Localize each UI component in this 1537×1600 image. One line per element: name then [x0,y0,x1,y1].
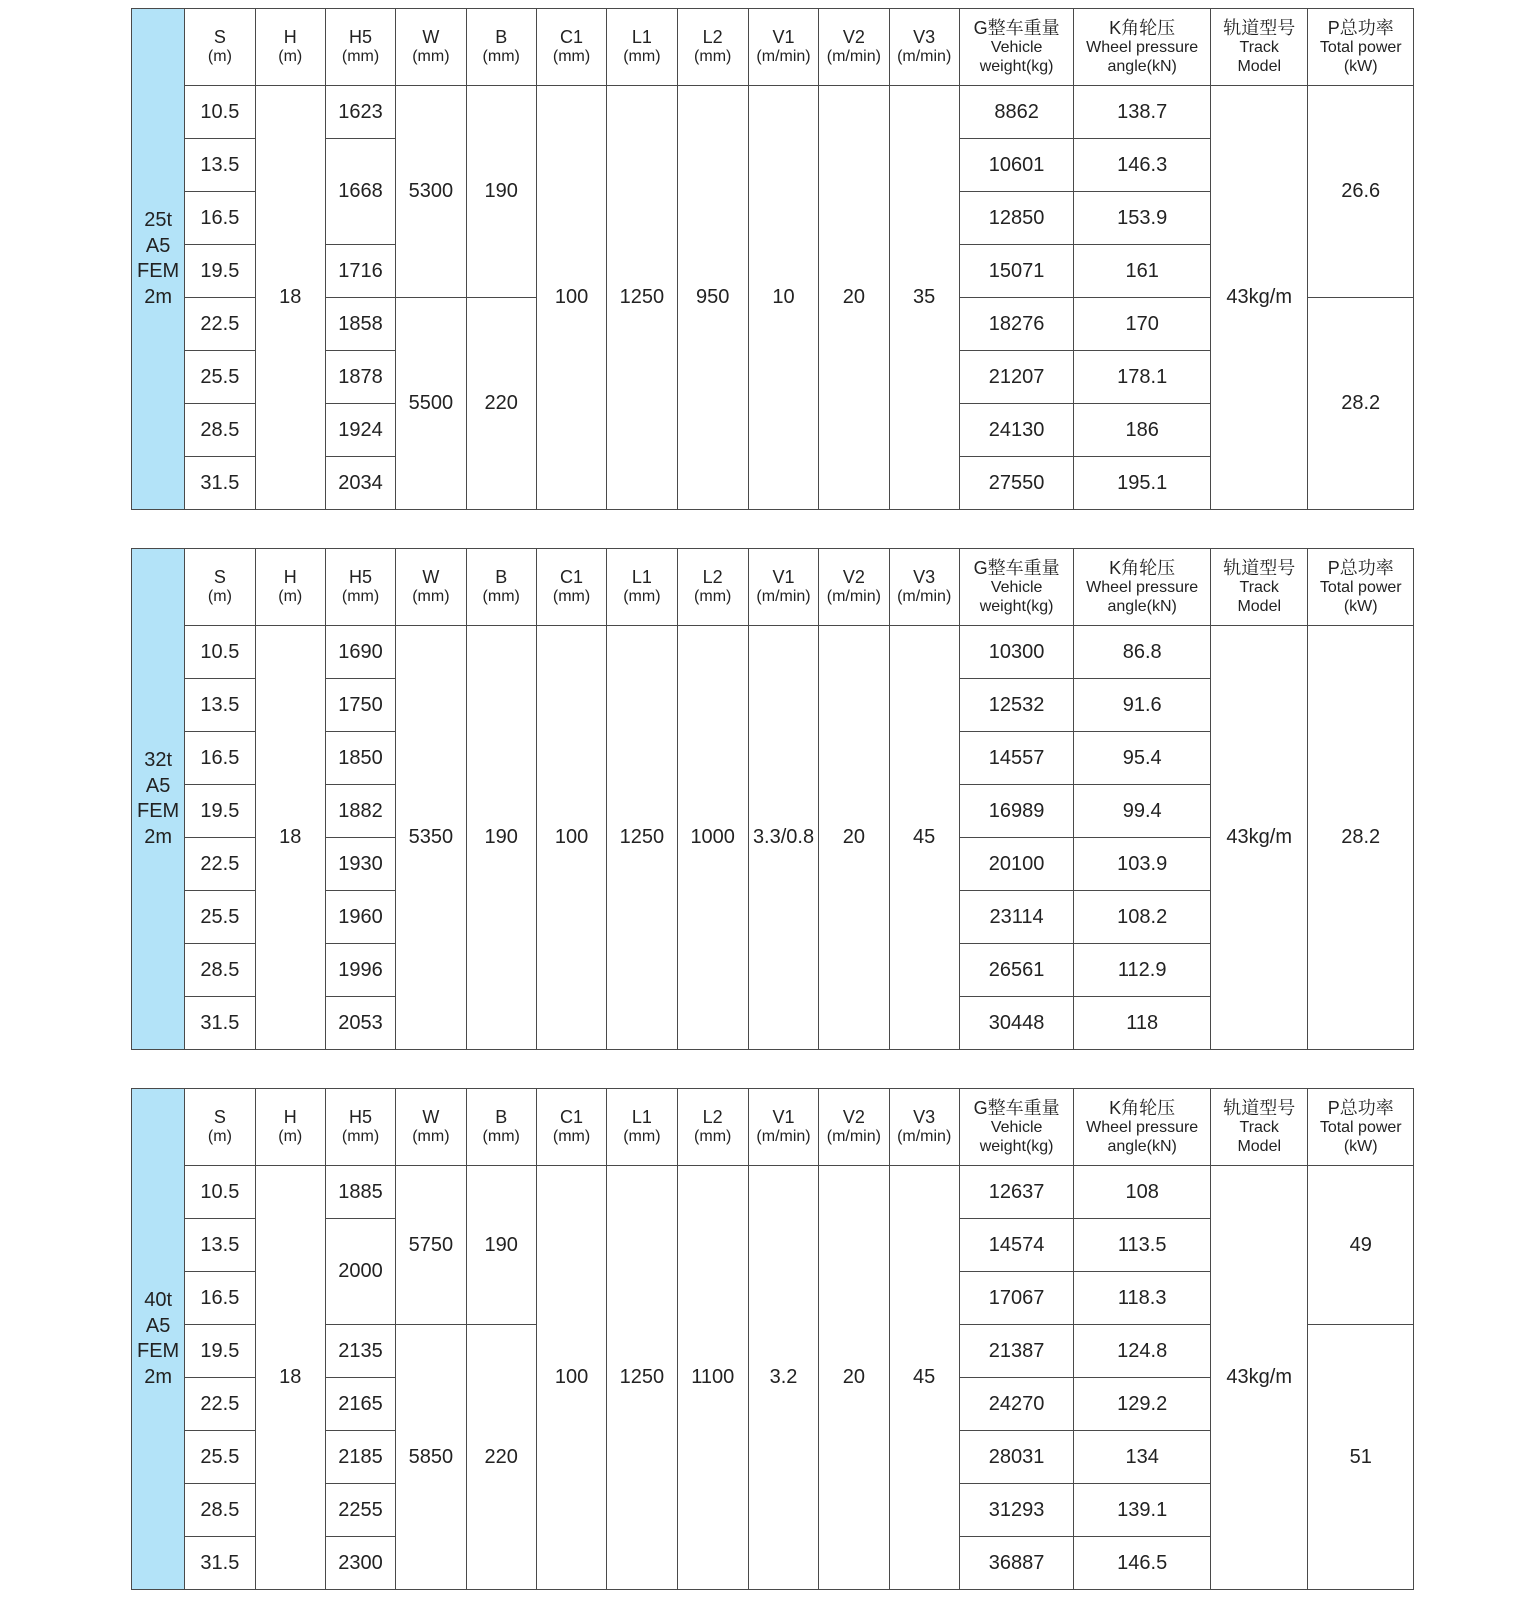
b-cell: 190 [466,86,536,298]
header-power: P总功率 Total power (kW) [1308,1089,1414,1166]
span-cell: 25.5 [185,891,255,944]
header-l2: L2 (mm) [677,1089,748,1166]
header-b: B (mm) [466,549,536,626]
height-cell: 18 [255,1166,325,1590]
table-row [132,86,1414,139]
width-cell: 5750 [396,1166,466,1325]
b-cell: 220 [466,298,536,510]
pressure-cell: 103.9 [1074,838,1211,891]
pressure-cell: 139.1 [1074,1484,1211,1537]
weight-cell: 21387 [959,1325,1074,1378]
span-cell: 28.5 [185,1484,255,1537]
pressure-cell: 129.2 [1074,1378,1211,1431]
header-pressure: K角轮压 Wheel pressure angle(kN) [1074,1089,1211,1166]
h5-cell: 1716 [325,245,395,298]
header-pressure: K角轮压 Wheel pressure angle(kN) [1074,9,1211,86]
power-cell: 49 [1308,1166,1414,1325]
weight-cell: 18276 [959,298,1074,351]
span-cell: 28.5 [185,404,255,457]
header-c1: C1 (mm) [536,1089,606,1166]
span-cell: 10.5 [185,626,255,679]
weight-cell: 27550 [959,457,1074,510]
h5-cell: 2165 [325,1378,395,1431]
span-cell: 19.5 [185,785,255,838]
header-c1: C1 (mm) [536,549,606,626]
header-span: S (m) [185,9,255,86]
pressure-cell: 195.1 [1074,457,1211,510]
header-track: 轨道型号 Track Model [1211,9,1308,86]
width-cell: 5350 [396,626,466,1050]
spec-table-32t [131,548,1414,1050]
track-cell: 43kg/m [1211,86,1308,510]
header-span: S (m) [185,1089,255,1166]
model-label: 32t A5 FEM 2m [132,549,185,1050]
header-h5: H5 (mm) [325,9,395,86]
pressure-cell: 113.5 [1074,1219,1211,1272]
weight-cell: 10601 [959,139,1074,192]
model-label: 40t A5 FEM 2m [132,1089,185,1590]
span-cell: 10.5 [185,86,255,139]
header-h5: H5 (mm) [325,1089,395,1166]
pressure-cell: 95.4 [1074,732,1211,785]
pressure-cell: 108 [1074,1166,1211,1219]
h5-cell: 1668 [325,139,395,245]
weight-cell: 30448 [959,997,1074,1050]
header-weight: G整车重量 Vehicle weight(kg) [959,9,1074,86]
h5-cell: 1996 [325,944,395,997]
weight-cell: 23114 [959,891,1074,944]
l2-cell: 950 [677,86,748,510]
pressure-cell: 118 [1074,997,1211,1050]
weight-cell: 12637 [959,1166,1074,1219]
v2-cell: 20 [819,86,889,510]
v2-cell: 20 [819,626,889,1050]
pressure-cell: 170 [1074,298,1211,351]
span-cell: 28.5 [185,944,255,997]
h5-cell: 1960 [325,891,395,944]
span-cell: 22.5 [185,298,255,351]
power-cell: 26.6 [1308,86,1414,298]
c1-cell: 100 [536,1166,606,1590]
weight-cell: 20100 [959,838,1074,891]
h5-cell: 1750 [325,679,395,732]
header-l1: L1 (mm) [607,549,677,626]
pressure-cell: 124.8 [1074,1325,1211,1378]
header-row [132,1089,1414,1166]
h5-cell: 1882 [325,785,395,838]
weight-cell: 24270 [959,1378,1074,1431]
header-power: P总功率 Total power (kW) [1308,549,1414,626]
spec-table-40t [131,1088,1414,1590]
span-cell: 31.5 [185,1537,255,1590]
pressure-cell: 86.8 [1074,626,1211,679]
header-w: W (mm) [396,549,466,626]
span-cell: 31.5 [185,997,255,1050]
header-v2: V2 (m/min) [819,549,889,626]
spec-table-25t [131,8,1414,510]
header-l2: L2 (mm) [677,549,748,626]
weight-cell: 15071 [959,245,1074,298]
v1-cell: 3.2 [748,1166,818,1590]
h5-cell: 1930 [325,838,395,891]
header-height: H (m) [255,9,325,86]
weight-cell: 10300 [959,626,1074,679]
h5-cell: 1623 [325,86,395,139]
v1-cell: 3.3/0.8 [748,626,818,1050]
model-label: 25t A5 FEM 2m [132,9,185,510]
pressure-cell: 108.2 [1074,891,1211,944]
b-cell: 190 [466,626,536,1050]
pressure-cell: 112.9 [1074,944,1211,997]
header-l1: L1 (mm) [607,1089,677,1166]
weight-cell: 14557 [959,732,1074,785]
h5-cell: 2000 [325,1219,395,1325]
v3-cell: 35 [889,86,959,510]
pressure-cell: 91.6 [1074,679,1211,732]
h5-cell: 1850 [325,732,395,785]
power-cell: 28.2 [1308,298,1414,510]
pressure-cell: 134 [1074,1431,1211,1484]
h5-cell: 2300 [325,1537,395,1590]
h5-cell: 1924 [325,404,395,457]
l1-cell: 1250 [607,626,677,1050]
v1-cell: 10 [748,86,818,510]
header-row [132,549,1414,626]
h5-cell: 2135 [325,1325,395,1378]
b-cell: 190 [466,1166,536,1325]
h5-cell: 1690 [325,626,395,679]
pressure-cell: 99.4 [1074,785,1211,838]
pressure-cell: 118.3 [1074,1272,1211,1325]
pressure-cell: 161 [1074,245,1211,298]
header-row [132,9,1414,86]
table-row [132,1166,1414,1219]
weight-cell: 28031 [959,1431,1074,1484]
span-cell: 25.5 [185,1431,255,1484]
weight-cell: 26561 [959,944,1074,997]
weight-cell: 31293 [959,1484,1074,1537]
h5-cell: 2185 [325,1431,395,1484]
header-v1: V1 (m/min) [748,9,818,86]
pressure-cell: 138.7 [1074,86,1211,139]
header-h5: H5 (mm) [325,549,395,626]
power-cell: 28.2 [1308,626,1414,1050]
weight-cell: 8862 [959,86,1074,139]
span-cell: 22.5 [185,838,255,891]
header-v1: V1 (m/min) [748,549,818,626]
b-cell: 220 [466,1325,536,1590]
header-v3: V3 (m/min) [889,9,959,86]
header-v3: V3 (m/min) [889,549,959,626]
v3-cell: 45 [889,626,959,1050]
track-cell: 43kg/m [1211,1166,1308,1590]
header-c1: C1 (mm) [536,9,606,86]
c1-cell: 100 [536,626,606,1050]
span-cell: 13.5 [185,1219,255,1272]
span-cell: 16.5 [185,192,255,245]
header-l1: L1 (mm) [607,9,677,86]
weight-cell: 16989 [959,785,1074,838]
weight-cell: 36887 [959,1537,1074,1590]
header-weight: G整车重量 Vehicle weight(kg) [959,549,1074,626]
pressure-cell: 153.9 [1074,192,1211,245]
span-cell: 22.5 [185,1378,255,1431]
height-cell: 18 [255,626,325,1050]
span-cell: 19.5 [185,245,255,298]
v2-cell: 20 [819,1166,889,1590]
l1-cell: 1250 [607,86,677,510]
l1-cell: 1250 [607,1166,677,1590]
h5-cell: 1885 [325,1166,395,1219]
header-track: 轨道型号 Track Model [1211,1089,1308,1166]
span-cell: 10.5 [185,1166,255,1219]
span-cell: 16.5 [185,1272,255,1325]
span-cell: 19.5 [185,1325,255,1378]
h5-cell: 2053 [325,997,395,1050]
header-v3: V3 (m/min) [889,1089,959,1166]
h5-cell: 1858 [325,298,395,351]
v3-cell: 45 [889,1166,959,1590]
span-cell: 13.5 [185,139,255,192]
header-height: H (m) [255,549,325,626]
power-cell: 51 [1308,1325,1414,1590]
width-cell: 5500 [396,298,466,510]
weight-cell: 24130 [959,404,1074,457]
l2-cell: 1000 [677,626,748,1050]
header-power: P总功率 Total power (kW) [1308,9,1414,86]
h5-cell: 1878 [325,351,395,404]
header-v2: V2 (m/min) [819,9,889,86]
weight-cell: 12532 [959,679,1074,732]
header-v2: V2 (m/min) [819,1089,889,1166]
height-cell: 18 [255,86,325,510]
header-l2: L2 (mm) [677,9,748,86]
header-w: W (mm) [396,1089,466,1166]
h5-cell: 2255 [325,1484,395,1537]
header-b: B (mm) [466,9,536,86]
h5-cell: 2034 [325,457,395,510]
pressure-cell: 178.1 [1074,351,1211,404]
header-weight: G整车重量 Vehicle weight(kg) [959,1089,1074,1166]
header-b: B (mm) [466,1089,536,1166]
weight-cell: 17067 [959,1272,1074,1325]
header-height: H (m) [255,1089,325,1166]
span-cell: 16.5 [185,732,255,785]
span-cell: 31.5 [185,457,255,510]
pressure-cell: 186 [1074,404,1211,457]
pressure-cell: 146.3 [1074,139,1211,192]
header-w: W (mm) [396,9,466,86]
weight-cell: 21207 [959,351,1074,404]
l2-cell: 1100 [677,1166,748,1590]
header-pressure: K角轮压 Wheel pressure angle(kN) [1074,549,1211,626]
span-cell: 25.5 [185,351,255,404]
width-cell: 5300 [396,86,466,298]
width-cell: 5850 [396,1325,466,1590]
table-row [132,626,1414,679]
header-span: S (m) [185,549,255,626]
header-v1: V1 (m/min) [748,1089,818,1166]
weight-cell: 12850 [959,192,1074,245]
weight-cell: 14574 [959,1219,1074,1272]
c1-cell: 100 [536,86,606,510]
span-cell: 13.5 [185,679,255,732]
track-cell: 43kg/m [1211,626,1308,1050]
pressure-cell: 146.5 [1074,1537,1211,1590]
header-track: 轨道型号 Track Model [1211,549,1308,626]
